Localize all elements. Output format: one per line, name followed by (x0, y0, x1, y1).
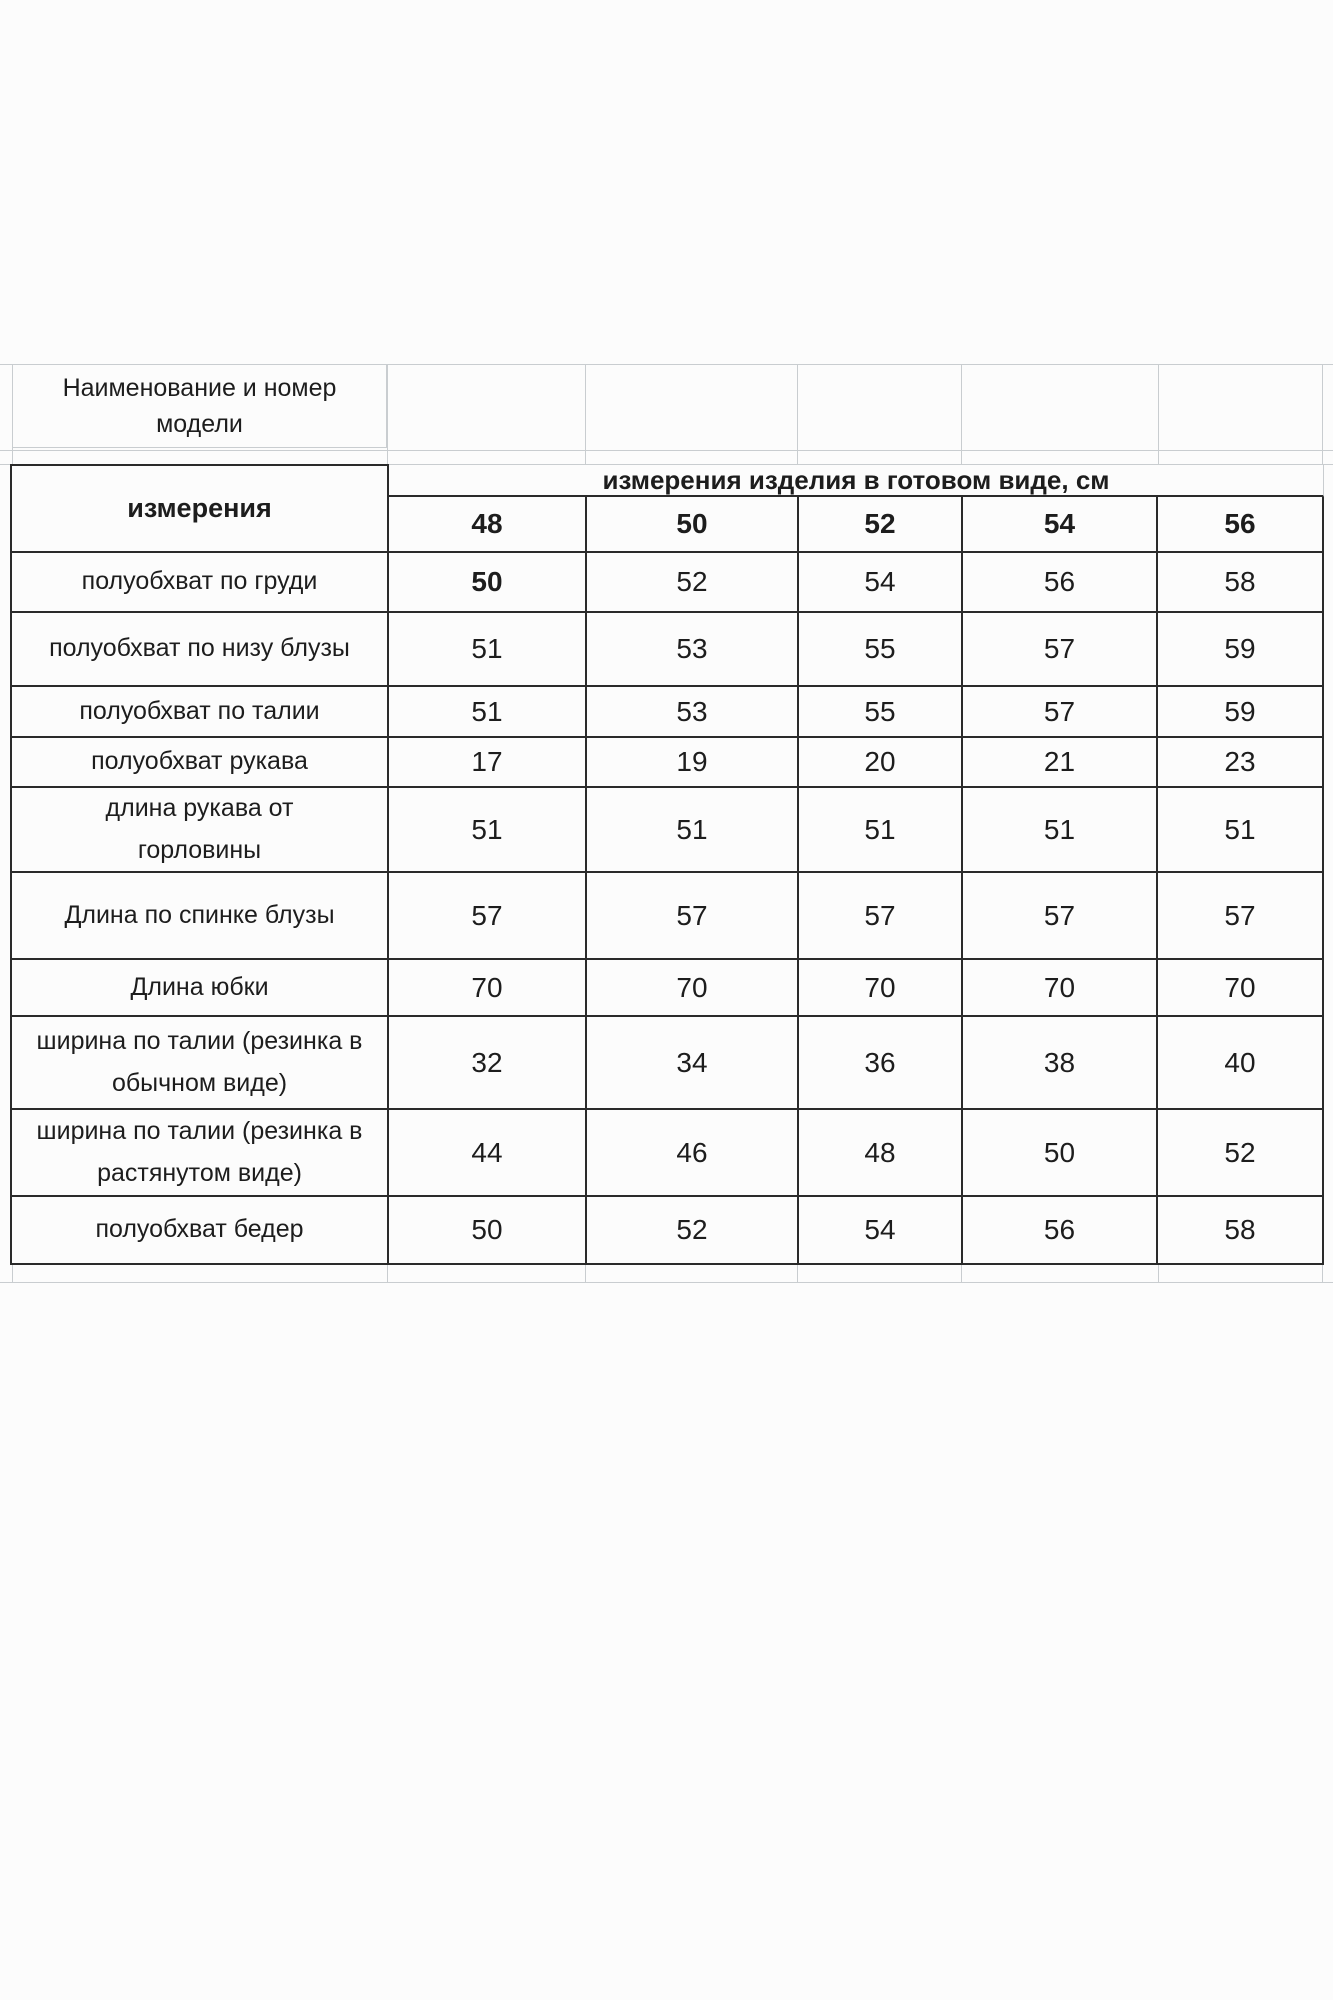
cell-value (587, 960, 799, 1017)
cell-value (799, 1197, 963, 1265)
cell-value (1158, 873, 1324, 960)
grid-line-v (387, 364, 388, 464)
cell-value-text: 70 (1043, 971, 1076, 1003)
cell-value (963, 1110, 1158, 1197)
cell-value (1158, 1197, 1324, 1265)
row-label-text: полуобхват по груди (81, 567, 318, 596)
cell-value-text: 48 (864, 1136, 896, 1168)
cell-value (799, 687, 963, 738)
size-col-header-text: 54 (1043, 508, 1076, 539)
row-label (12, 738, 389, 788)
size-col-header (963, 497, 1158, 553)
cell-value-text: 51 (471, 695, 503, 727)
row-label-text: ширина по талии (резинка в обычном виде) (36, 1027, 363, 1097)
cell-value (1158, 788, 1324, 873)
cell-value-text: 51 (1043, 813, 1076, 845)
size-col-header (587, 497, 799, 553)
cell-value-text: 34 (676, 1046, 708, 1078)
cell-value (1158, 553, 1324, 613)
grid-line-v (585, 1265, 586, 1282)
row-label-text: длина рукава от горловины (105, 794, 294, 864)
cell-value-text: 50 (471, 566, 503, 597)
cell-value (587, 553, 799, 613)
cell-value (587, 687, 799, 738)
cell-value-text: 57 (1224, 899, 1256, 931)
size-col-header (389, 497, 587, 553)
cell-value (963, 960, 1158, 1017)
cell-value (799, 1110, 963, 1197)
cell-value-text: 32 (471, 1046, 503, 1078)
cell-value (799, 738, 963, 788)
cell-value-text: 40 (1224, 1046, 1256, 1078)
size-col-header-text: 52 (864, 508, 896, 539)
cell-value-text: 58 (1224, 566, 1256, 597)
cell-value-text: 70 (676, 971, 708, 1003)
cell-value-text: 17 (471, 746, 503, 777)
size-col-header-text: 48 (471, 508, 503, 539)
grid-line-h (0, 1282, 1333, 1283)
cell-value-text: 57 (1043, 695, 1076, 727)
measurements-header-cell-text: измерения (127, 493, 272, 523)
cell-value (963, 738, 1158, 788)
row-label-text: полуобхват по низу блузы (49, 634, 350, 663)
cell-value (963, 1197, 1158, 1265)
cell-value (963, 1017, 1158, 1110)
cell-value-text: 57 (1043, 633, 1076, 664)
cell-value-text: 51 (864, 813, 896, 845)
cell-value-text: 56 (1043, 1214, 1076, 1245)
size-col-header-text: 56 (1224, 508, 1256, 539)
model-name-cell (12, 364, 387, 448)
cell-value-text: 38 (1043, 1046, 1076, 1078)
cell-value (799, 1017, 963, 1110)
cell-value-text: 50 (1043, 1136, 1076, 1168)
cell-value (799, 613, 963, 687)
cell-value-text: 20 (864, 746, 896, 777)
cell-value (389, 1110, 587, 1197)
cell-value (1158, 1017, 1324, 1110)
row-label-text: Длина юбки (130, 972, 269, 1001)
cell-value-text: 21 (1043, 746, 1076, 777)
cell-value (963, 873, 1158, 960)
size-table (10, 464, 1324, 1265)
cell-value-text: 55 (864, 695, 896, 727)
cell-value-text: 70 (864, 971, 896, 1003)
cell-value (1158, 687, 1324, 738)
cell-value-text: 55 (864, 633, 896, 664)
cell-value-text: 51 (471, 633, 503, 664)
cell-value (1158, 960, 1324, 1017)
grid-line-v (797, 364, 798, 464)
cell-value-text: 57 (471, 899, 503, 931)
cell-value (389, 613, 587, 687)
grid-line-v (1322, 364, 1323, 464)
cell-value (389, 687, 587, 738)
row-label-text: полуобхват по талии (79, 696, 320, 725)
model-name-text: Наименование и номер модели (62, 373, 337, 438)
cell-value-text: 57 (676, 899, 708, 931)
cell-value (1158, 1110, 1324, 1197)
cell-value-text: 51 (676, 813, 708, 845)
row-label (12, 1017, 389, 1110)
cell-value (799, 553, 963, 613)
cell-value (389, 960, 587, 1017)
row-label-text: полуобхват рукава (91, 747, 308, 776)
grid-line-v (1158, 364, 1159, 464)
cell-value (799, 873, 963, 960)
row-label (12, 687, 389, 738)
cell-value (389, 1017, 587, 1110)
cell-value (799, 788, 963, 873)
cell-value (963, 553, 1158, 613)
grid-line-v (797, 1265, 798, 1282)
grid-line-v (387, 1265, 388, 1282)
cell-value (389, 553, 587, 613)
row-label (12, 960, 389, 1017)
size-col-header (799, 497, 963, 553)
cell-value (587, 1110, 799, 1197)
cell-value-text: 56 (1043, 566, 1076, 597)
cell-value (1158, 738, 1324, 788)
measurements-header-cell (12, 464, 389, 553)
row-label (12, 788, 389, 873)
cell-value-text: 50 (471, 1214, 503, 1245)
cell-value-text: 57 (864, 899, 896, 931)
cell-value (389, 873, 587, 960)
cell-value (587, 613, 799, 687)
cell-value-text: 70 (1224, 971, 1256, 1003)
cell-value (587, 1197, 799, 1265)
grid-line-v (961, 1265, 962, 1282)
cell-value (587, 738, 799, 788)
row-label (12, 553, 389, 613)
cell-value-text: 44 (471, 1136, 503, 1168)
cell-value-text: 46 (676, 1136, 708, 1168)
cell-value-text: 51 (471, 813, 503, 845)
cell-value (799, 960, 963, 1017)
cell-value-text: 57 (1043, 899, 1076, 931)
finished-size-header-cell (389, 464, 1324, 497)
size-col-header-text: 50 (676, 508, 708, 539)
cell-value-text: 52 (676, 566, 708, 597)
row-label (12, 1110, 389, 1197)
grid-line-h (0, 450, 1333, 451)
size-col-header (1158, 497, 1324, 553)
row-label-text: Длина по спинке блузы (64, 900, 335, 929)
cell-value-text: 70 (471, 971, 503, 1003)
grid-line-v (1322, 1265, 1323, 1282)
grid-line-v (585, 364, 586, 464)
cell-value-text: 51 (1224, 813, 1256, 845)
cell-value (1158, 613, 1324, 687)
cell-value (963, 788, 1158, 873)
cell-value-text: 59 (1224, 633, 1256, 664)
grid-line-v (1158, 1265, 1159, 1282)
row-label-text: полуобхват бедер (95, 1215, 304, 1244)
row-label (12, 613, 389, 687)
cell-value-text: 58 (1224, 1214, 1256, 1245)
cell-value (587, 788, 799, 873)
row-label (12, 873, 389, 960)
grid-line-v (12, 1265, 13, 1282)
cell-value (389, 1197, 587, 1265)
cell-value (587, 873, 799, 960)
row-label-text: ширина по талии (резинка в растянутом виде) (36, 1117, 363, 1187)
cell-value (389, 738, 587, 788)
cell-value-text: 54 (864, 1214, 896, 1245)
finished-size-header-cell-text: измерения изделия в готовом виде, см (602, 464, 1110, 495)
cell-value-text: 53 (676, 695, 708, 727)
cell-value (389, 788, 587, 873)
cell-value-text: 54 (864, 566, 896, 597)
cell-value (587, 1017, 799, 1110)
cell-value-text: 53 (676, 633, 708, 664)
row-label (12, 1197, 389, 1265)
cell-value-text: 36 (864, 1046, 896, 1078)
cell-value (963, 613, 1158, 687)
cell-value-text: 52 (676, 1214, 708, 1245)
cell-value (963, 687, 1158, 738)
cell-value-text: 19 (676, 746, 708, 777)
cell-value-text: 23 (1224, 746, 1256, 777)
cell-value-text: 59 (1224, 695, 1256, 727)
cell-value-text: 52 (1224, 1136, 1256, 1168)
grid-line-v (961, 364, 962, 464)
